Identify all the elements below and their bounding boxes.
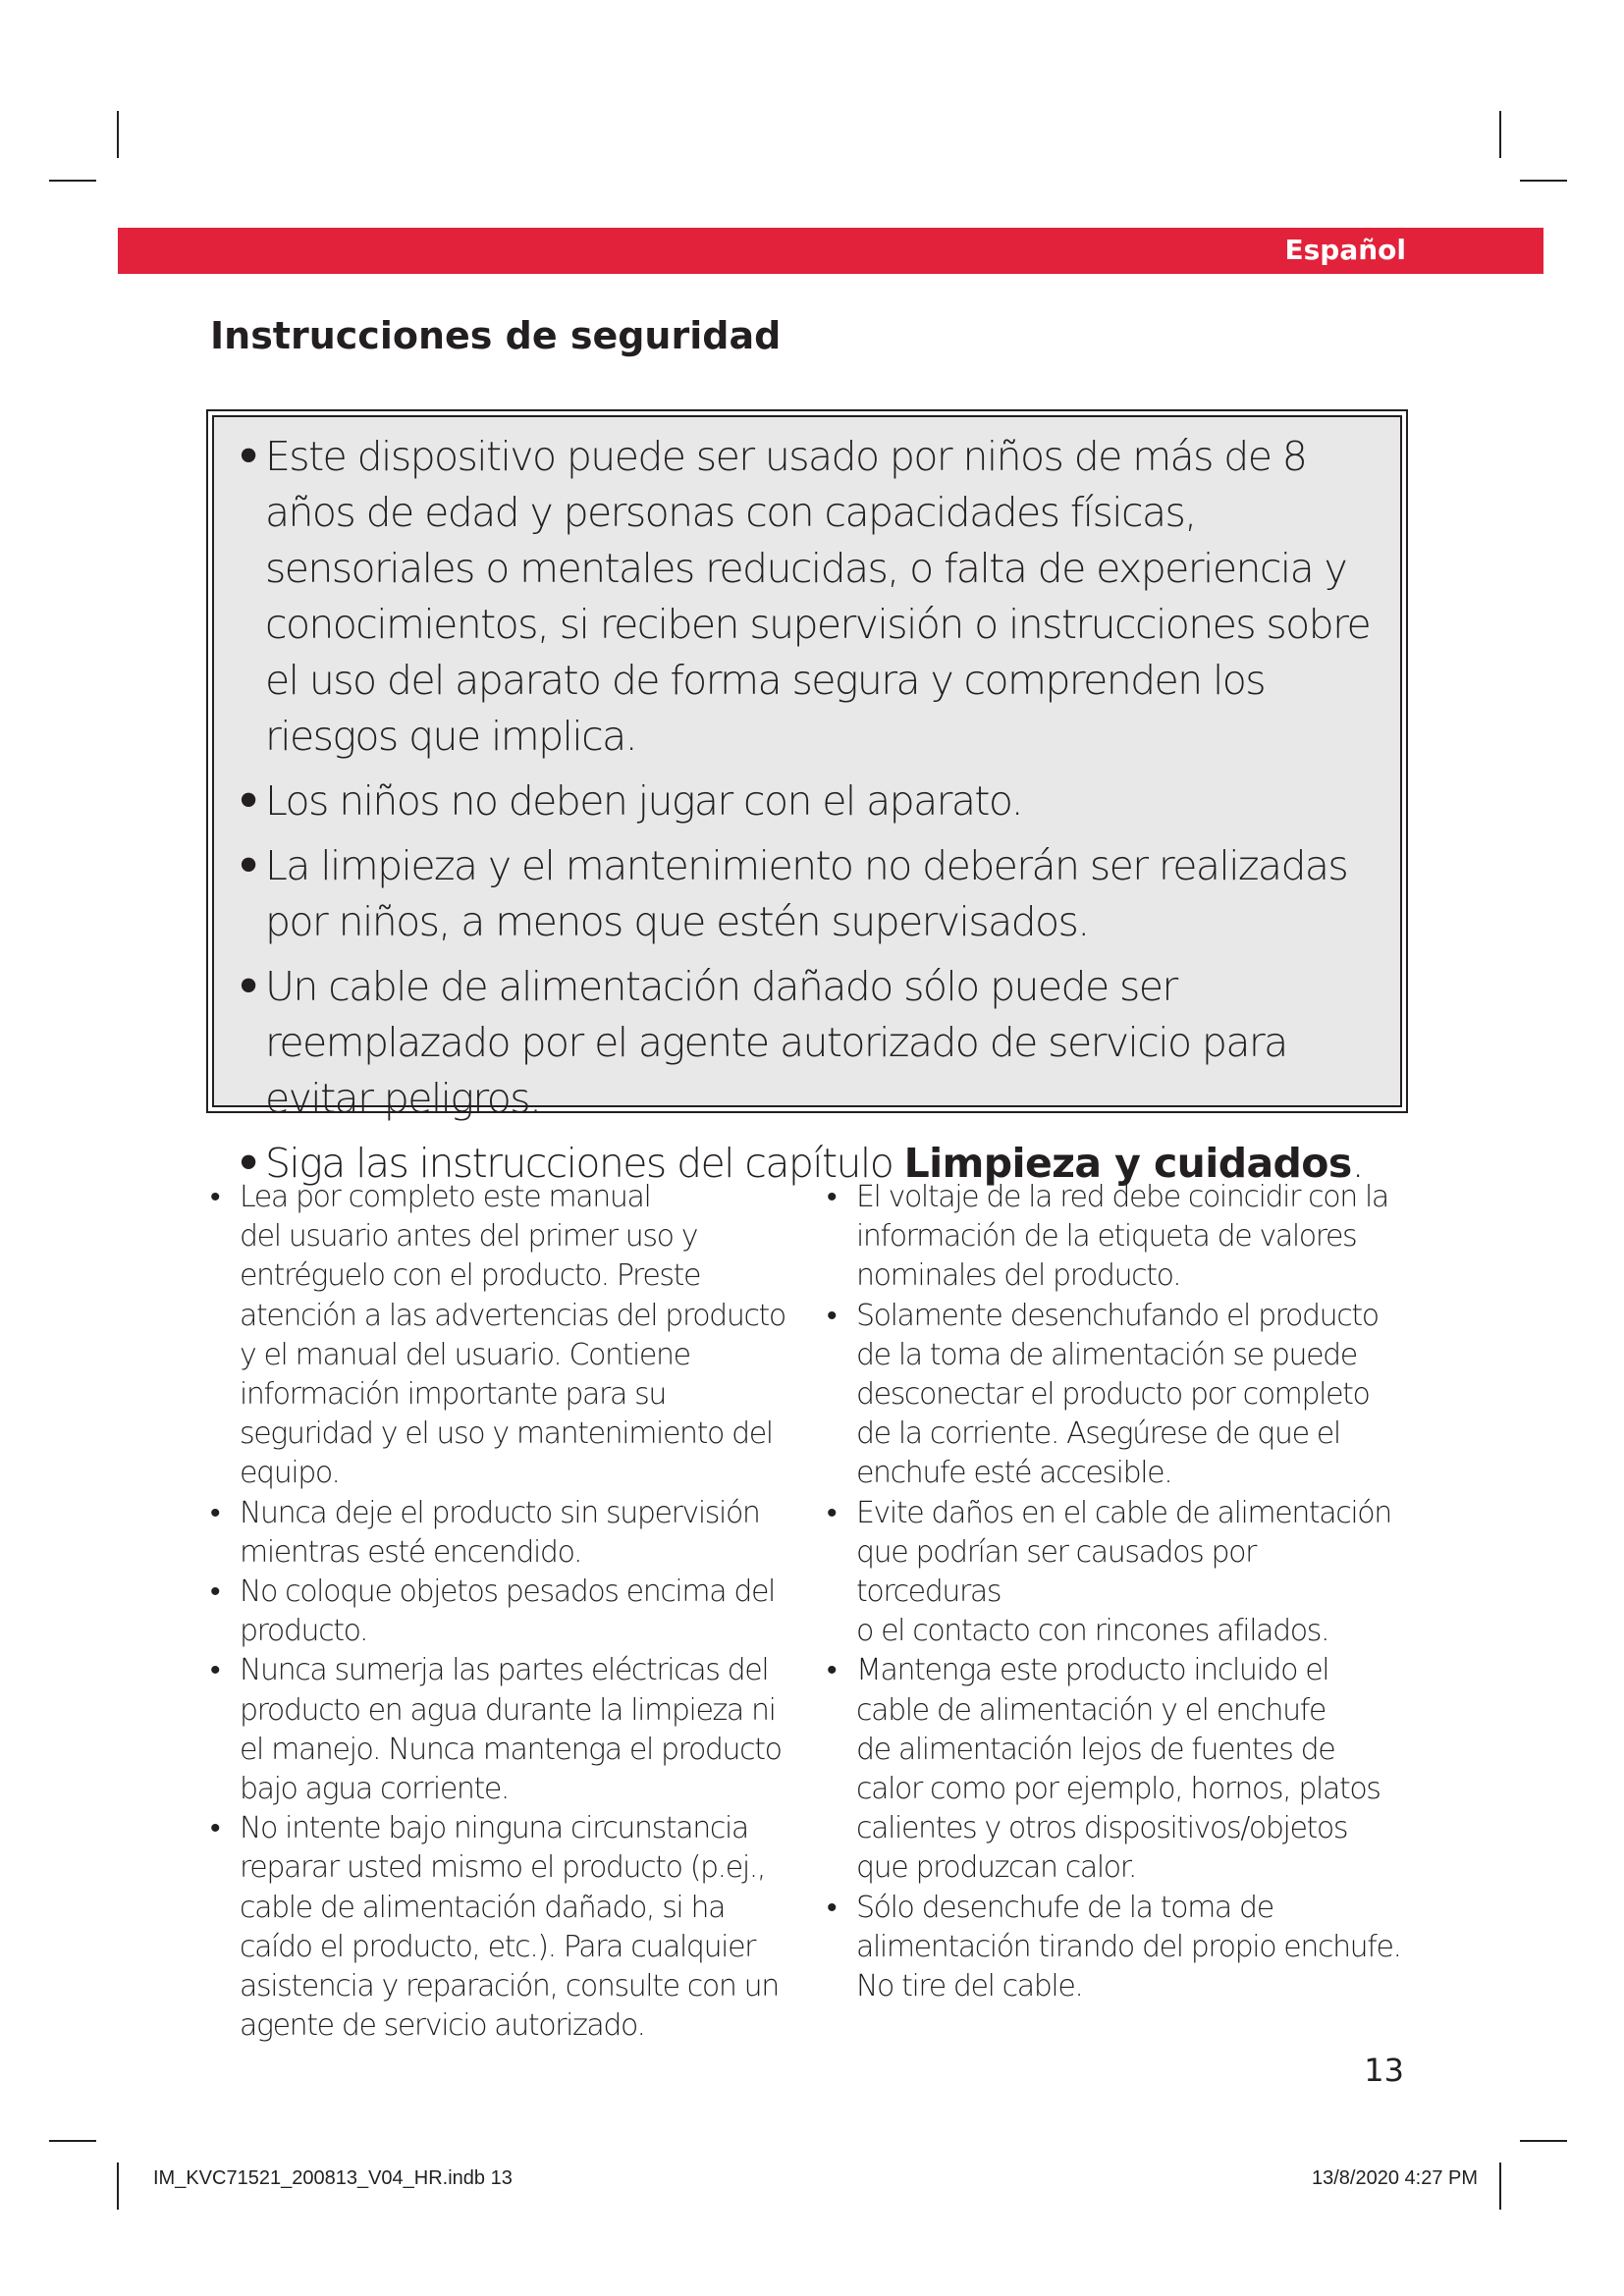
bullet-icon: • (210, 1575, 220, 1610)
safety-item-line: que podrían ser causados por torceduras (856, 1534, 1257, 1610)
language-label: Español (1284, 234, 1406, 266)
warning-text-prefix: Siga las instrucciones del capítulo (265, 1140, 904, 1187)
crop-mark (49, 180, 96, 182)
safety-item (210, 1809, 789, 2046)
warning-text: Los niños no deben jugar con el aparato. (265, 777, 1023, 825)
bullet-icon: • (236, 963, 260, 1010)
left-column (210, 1178, 789, 2046)
crop-mark (1520, 180, 1567, 182)
safety-item-line: que produzcan calor. (856, 1850, 1137, 1886)
crop-mark (1520, 2140, 1567, 2142)
safety-item-line: de la toma de alimentación se puede (856, 1337, 1357, 1372)
safety-item-line: reparar usted mismo el producto (p.ej., (240, 1850, 766, 1886)
safety-item-line: Solamente desenchufando el producto (856, 1298, 1379, 1333)
right-column (827, 1178, 1406, 2006)
safety-item-line: Evite daños en el cable de alimentación (856, 1495, 1391, 1530)
safety-item (827, 1297, 1406, 1494)
safety-item-line: información de la etiqueta de valores (856, 1219, 1357, 1255)
safety-item-line: del usuario antes del primer uso y (240, 1219, 698, 1255)
safety-item-line: producto en agua durante la limpieza ni (240, 1692, 776, 1728)
safety-item-line: cable de alimentación dañado, si ha (240, 1890, 726, 1925)
warning-item (236, 774, 1386, 829)
safety-item-line: información importante para su (240, 1377, 666, 1413)
safety-item-line: desconectar el producto por completo (856, 1377, 1370, 1413)
safety-item-line: No coloque objetos pesados encima del (240, 1575, 775, 1610)
warning-text-suffix: . (1351, 1140, 1364, 1187)
safety-item-line: calientes y otros dispositivos/objetos (856, 1811, 1348, 1846)
safety-item-line: mientras esté encendido. (240, 1534, 582, 1570)
safety-item-line: equipo. (240, 1456, 340, 1491)
safety-item (210, 1178, 789, 1494)
left-safety-list (210, 1178, 789, 2046)
safety-item-line: agente de servicio autorizado. (240, 2008, 645, 2044)
warning-item (236, 959, 1386, 1127)
warning-text: La limpieza y el mantenimiento no deberán ser realizadas por niños, a menos que estén supervisados. (265, 842, 1348, 945)
safety-item-line: y el manual del usuario. Contiene (240, 1337, 690, 1372)
bullet-icon: • (236, 433, 260, 480)
warning-box (212, 415, 1402, 1187)
safety-item-line: Sólo desenchufe de la toma de (856, 1890, 1273, 1925)
bullet-icon: • (236, 777, 260, 825)
bullet-icon: • (236, 1140, 260, 1187)
safety-item-line: Mantenga este producto incluido el (856, 1653, 1329, 1688)
safety-item-line: cable de alimentación y el enchufe (856, 1692, 1326, 1728)
page-number: 13 (1364, 2052, 1404, 2089)
file-slug: IM_KVC71521_200813_V04_HR.indb 13 (153, 2167, 513, 2189)
safety-item-line: el manejo. Nunca mantenga el producto (240, 1732, 782, 1767)
bullet-icon: • (210, 1653, 220, 1688)
safety-item (827, 1889, 1406, 2007)
section-title: Instrucciones de seguridad (210, 314, 782, 357)
safety-item-line: enchufe esté accesible. (856, 1456, 1172, 1491)
safety-item-line: seguridad y el uso y mantenimiento del (240, 1416, 773, 1452)
bullet-icon: • (827, 1653, 837, 1688)
bullet-icon: • (210, 1180, 220, 1214)
crop-mark (117, 111, 119, 158)
safety-item (210, 1494, 789, 1573)
crop-mark (117, 2163, 119, 2210)
safety-item-line: de alimentación lejos de fuentes de (856, 1732, 1335, 1767)
safety-item-line: Nunca sumerja las partes eléctricas del (240, 1653, 769, 1688)
safety-item-line: No intente bajo ninguna circunstancia (240, 1811, 748, 1846)
bullet-icon: • (210, 1495, 220, 1530)
warning-list (236, 429, 1386, 1192)
right-safety-list (827, 1178, 1406, 2006)
warning-text: Este dispositivo puede ser usado por niños de más de 8 años de edad y personas con capacidades físicas, sensoriales o mentales reducidas, o falta de experiencia y conocimientos, si reciben supervisión o instrucciones sobre el uso del aparato de forma segura y comprenden los riesgos que implica. (265, 433, 1371, 760)
warning-text: Un cable de alimentación dañado sólo puede ser reemplazado por el agente autorizado de servicio para evitar peligros. (265, 963, 1287, 1122)
chapter-reference: Limpieza y cuidados (903, 1140, 1352, 1187)
safety-item-line: atención a las advertencias del producto (240, 1298, 785, 1333)
bullet-icon: • (210, 1811, 220, 1846)
safety-item (210, 1573, 789, 1651)
safety-item-line: calor como por ejemplo, hornos, platos (856, 1772, 1380, 1807)
safety-item-line: Lea por completo este manual (240, 1180, 651, 1214)
safety-item-line: caído el producto, etc.). Para cualquier (240, 1929, 756, 1964)
crop-mark (49, 2140, 96, 2142)
safety-item-line: No tire del cable. (856, 1969, 1083, 2004)
safety-item (827, 1178, 1406, 1297)
safety-item-line: bajo agua corriente. (240, 1772, 510, 1807)
safety-item (827, 1651, 1406, 1888)
bullet-icon: • (827, 1495, 837, 1530)
safety-item-line: entréguelo con el producto. Preste (240, 1258, 701, 1294)
safety-item-line: de la corriente. Asegúrese de que el (856, 1416, 1340, 1452)
bullet-icon: • (827, 1298, 837, 1333)
warning-item (236, 429, 1386, 765)
bullet-icon: • (827, 1180, 837, 1214)
bullet-icon: • (236, 842, 260, 889)
safety-item-line: El voltaje de la red debe coincidir con la (856, 1180, 1388, 1214)
safety-item (210, 1651, 789, 1809)
safety-item-line: Nunca deje el producto sin supervisión (240, 1495, 760, 1530)
safety-item-line: producto. (240, 1614, 368, 1649)
crop-mark (1499, 2163, 1501, 2210)
safety-item-line: alimentación tirando del propio enchufe. (856, 1929, 1401, 1964)
warning-item (236, 838, 1386, 950)
safety-item-line: nominales del producto. (856, 1258, 1181, 1294)
date-slug: 13/8/2020 4:27 PM (1312, 2167, 1479, 2189)
safety-item-line: asistencia y reparación, consulte con un (240, 1969, 779, 2004)
crop-mark (1499, 111, 1501, 158)
safety-item (827, 1494, 1406, 1652)
safety-item-line: o el contacto con rincones afilados. (856, 1614, 1329, 1649)
bullet-icon: • (827, 1890, 837, 1925)
language-header-bar (118, 228, 1543, 274)
